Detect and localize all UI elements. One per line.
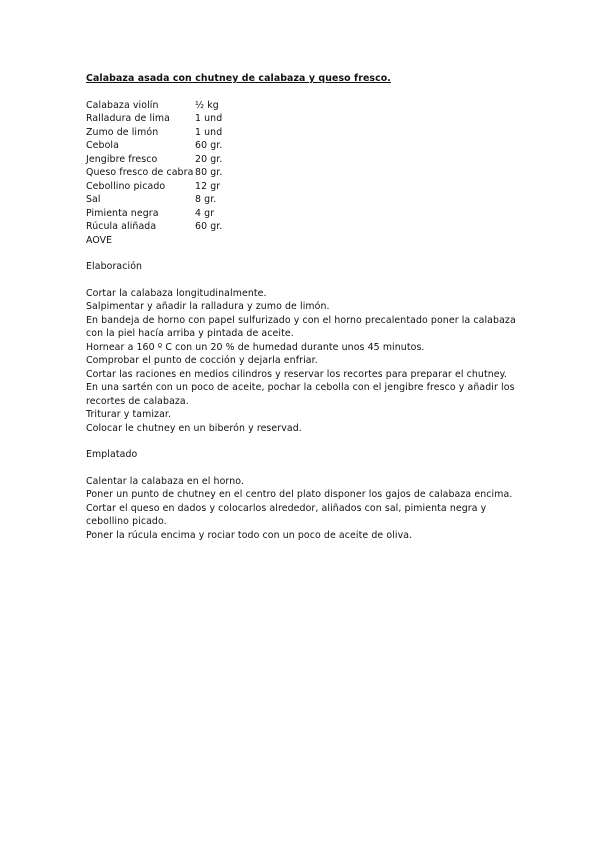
emplatado-step: Cortar el queso en dados y colocarlos alrededor, aliñados con sal, pimienta negra y cebollino picado. <box>86 502 487 527</box>
ingredient-quantity: 80 gr. <box>195 167 223 178</box>
ingredient-quantity: 20 gr. <box>195 153 223 165</box>
ingredient-quantity: ½ kg <box>195 99 219 111</box>
ingredient-row <box>86 220 526 234</box>
ingredient-name: Cebola <box>86 140 119 151</box>
elaboracion-step: En bandeja de horno con papel sulfurizado y con el horno precalentado poner la calabaza con la piel hacía arriba y pintada de aceite. <box>86 314 516 339</box>
ingredient-row <box>86 153 526 167</box>
ingredient-row <box>86 207 526 221</box>
ingredient-name: Sal <box>86 194 101 205</box>
emplatado-step: Poner un punto de chutney en el centro del plato disponer los gajos de calabaza encima. <box>86 489 513 500</box>
ingredient-row <box>86 193 526 207</box>
elaboracion-step: Comprobar el punto de cocción y dejarla enfriar. <box>86 355 318 366</box>
ingredient-name: Zumo de limón <box>86 126 159 138</box>
ingredient-quantity: 8 gr. <box>195 194 217 205</box>
elaboracion-step: Cortar las raciones en medios cilindros y reservar los recortes para preparar el chutney. <box>86 368 508 380</box>
elaboracion-heading: Elaboración <box>86 261 143 272</box>
ingredient-row <box>86 180 526 194</box>
emplatado-step: Calentar la calabaza en el horno. <box>86 475 244 487</box>
ingredient-name: Rúcula aliñada <box>86 221 157 232</box>
elaboracion-step: Hornear a 160 º C con un 20 % de humedad durante unos 45 minutos. <box>86 341 425 353</box>
ingredient-quantity: 12 gr <box>195 180 221 192</box>
ingredient-name: Jengibre fresco <box>86 153 158 165</box>
ingredient-name: AOVE <box>86 234 113 246</box>
elaboracion-step: En una sartén con un poco de aceite, pochar la cebolla con el jengibre fresco y añadir los recortes de calabaza. <box>86 382 515 407</box>
emplatado-step: Poner la rúcula encima y rociar todo con un poco de aceite de oliva. <box>86 529 413 541</box>
emplatado-heading: Emplatado <box>86 449 138 460</box>
ingredient-name: Calabaza violín <box>86 99 159 111</box>
recipe-title: Calabaza asada con chutney de calabaza y queso fresco. <box>86 73 391 84</box>
ingredient-quantity: 60 gr. <box>195 221 223 232</box>
ingredient-name: Cebollino picado <box>86 180 166 192</box>
elaboracion-steps <box>86 287 526 436</box>
ingredient-row <box>86 139 526 153</box>
ingredient-quantity: 4 gr <box>195 207 215 219</box>
ingredient-name: Ralladura de lima <box>86 113 170 124</box>
ingredient-list <box>86 99 526 248</box>
elaboracion-step: Colocar le chutney en un biberón y reservad. <box>86 422 302 434</box>
ingredient-quantity: 60 gr. <box>195 140 223 151</box>
emplatado-steps <box>86 475 526 543</box>
ingredient-quantity: 1 und <box>195 126 223 138</box>
ingredient-row <box>86 112 526 126</box>
elaboracion-step: Cortar la calabaza longitudinalmente. <box>86 287 267 299</box>
elaboracion-step: Salpimentar y añadir la ralladura y zumo de limón. <box>86 301 330 312</box>
ingredient-row <box>86 99 526 113</box>
recipe-content <box>86 72 526 542</box>
ingredient-row <box>86 166 526 180</box>
ingredient-quantity: 1 und <box>195 113 223 124</box>
ingredient-name: Queso fresco de cabra <box>86 167 194 178</box>
ingredient-name: Pimienta negra <box>86 207 159 219</box>
ingredient-row <box>86 234 526 248</box>
elaboracion-step: Triturar y tamizar. <box>86 409 172 420</box>
ingredient-row <box>86 126 526 140</box>
